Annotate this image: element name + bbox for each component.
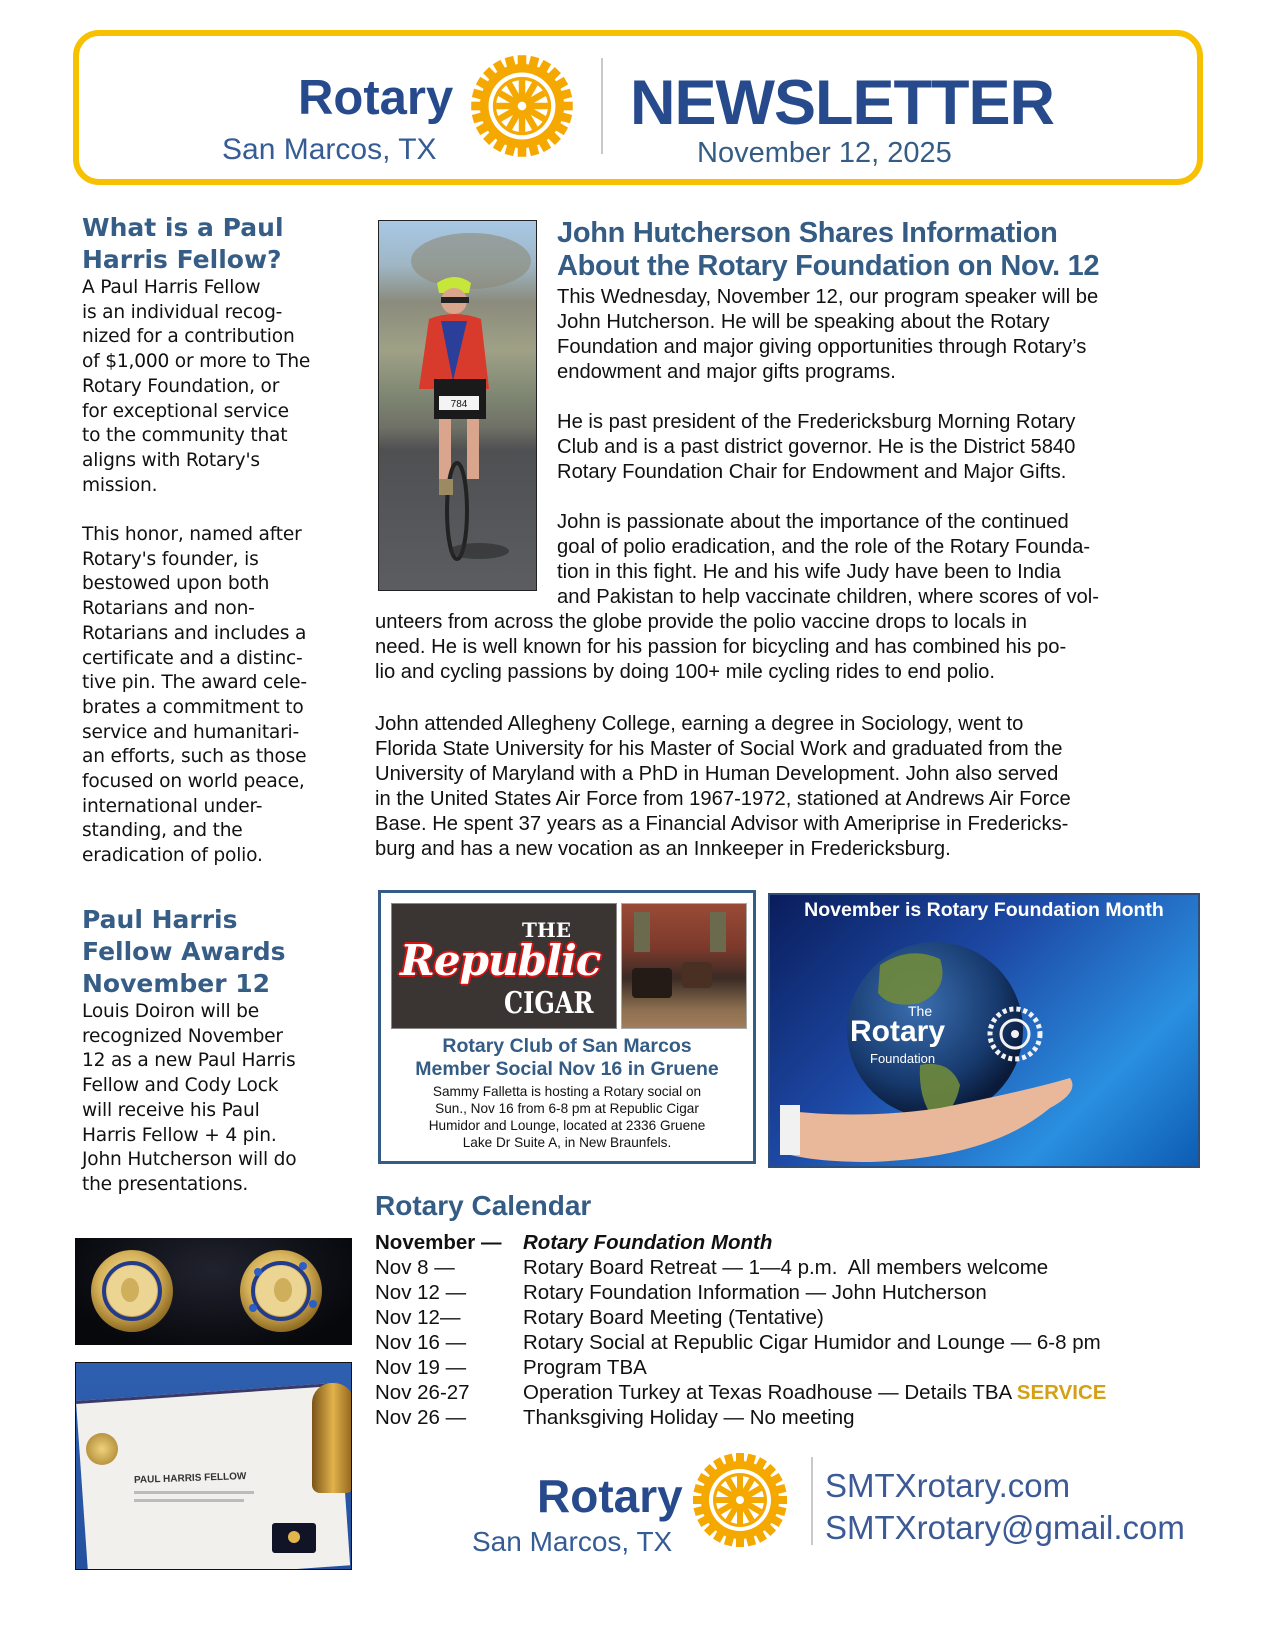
- footer-divider: [811, 1457, 813, 1545]
- article-paragraph: He is past president of the Fredericksburg Morning Rotary Club and is a past district governor. He is the District 5840 Rotary Foundation Chair for Endowment and Major Gifts.: [557, 411, 1076, 483]
- calendar-event: [523, 1255, 1048, 1280]
- calendar-event-text: Rotary Foundation Information — John Hutcherson: [523, 1281, 987, 1304]
- article-paragraph: John attended Allegheny College, earning a degree in Sociology, went to Florida State University for his Master of Social Work and graduated from the University of Maryland with a PhD in Human Development. John also served in the United States Air Force from 1967-1972, stationed at Andrews Air Force Base. He spent 37 years as a Financial Advisor with Ameriprise in Fredericks- burg and has a new vocation as an Innkeeper in Fredericksburg.: [375, 713, 1071, 860]
- foundation-logo-the: The: [908, 1003, 933, 1019]
- calendar-date: Nov 16 —: [375, 1331, 467, 1354]
- logo-the: THE: [522, 918, 572, 942]
- calendar-date: Nov 12 —: [375, 1281, 467, 1304]
- calendar-event: [523, 1380, 1106, 1405]
- republic-cigar-logo: [391, 903, 617, 1029]
- paul-harris-pins-photo: [75, 1238, 352, 1345]
- section-paragraph: A Paul Harris Fellow is an individual recog- nized for a contribution of $1,000 or more to The Rotary Foundation, or for exceptional service to the community that aligns with Rotary's mission.: [82, 277, 311, 496]
- calendar-event: [523, 1280, 987, 1305]
- website-link[interactable]: SMTXrotary.com: [825, 1467, 1071, 1504]
- calendar-event: [523, 1355, 647, 1380]
- email-link[interactable]: SMTXrotary@gmail.com: [825, 1509, 1185, 1546]
- newsletter-title: NEWSLETTER: [630, 68, 1054, 138]
- article-headline: John Hutcherson Shares Information About the Rotary Foundation on Nov. 12: [557, 217, 1100, 282]
- pin-in-box-icon: [288, 1531, 300, 1543]
- event-title: Rotary Club of San Marcos Member Social Nov 16 in Gruene: [415, 1035, 719, 1080]
- footer-logo-city: San Marcos, TX: [472, 1526, 673, 1557]
- calendar-month-label: November —: [375, 1231, 502, 1254]
- calendar-date: Nov 26-27: [375, 1381, 470, 1404]
- calendar-event-text: Thanksgiving Holiday — No meeting: [523, 1406, 855, 1429]
- paul-harris-certificate-photo: [75, 1362, 352, 1570]
- newsletter-date: November 12, 2025: [697, 137, 952, 169]
- rotary-foundation-month-banner: [768, 893, 1200, 1168]
- article-paragraph: unteers from across the globe provide the polio vaccine drops to locals in need. He is well known for his passion for bicycling and has combined his po- lio and cycling passions by doing 100+ mile cycling rides to end polio.: [375, 611, 1067, 683]
- section-paragraph: This honor, named after Rotary's founder, is bestowed upon both Rotarians and non- Rotarians and includes a certificate and a distinc- tive pin. The award cele- brates a commitment to service and humanitari- an efforts, such as those focused on world peace, international under- standing, and the eradication of polio.: [82, 524, 307, 867]
- certificate-line: [134, 1491, 254, 1494]
- calendar-date: Nov 8 —: [375, 1256, 455, 1279]
- section-heading: What is a Paul Harris Fellow?: [82, 213, 284, 274]
- banner-title: November is Rotary Foundation Month: [804, 899, 1164, 921]
- article-paragraph: This Wednesday, November 12, our program speaker will be John Hutcherson. He will be speaking about the Rotary Foundation and major giving opportunities through Rotary’s endowment and major gifts programs.: [557, 286, 1099, 383]
- paul-harris-awards-section: [82, 904, 344, 1198]
- calendar-date: Nov 26 —: [375, 1406, 467, 1429]
- certificate-line: [134, 1499, 244, 1502]
- calendar-date: Nov 12—: [375, 1306, 461, 1329]
- foundation-logo-foundation: Foundation: [870, 1051, 936, 1066]
- calendar-event: [523, 1305, 824, 1330]
- certificate-title: PAUL HARRIS FELLOW: [133, 1471, 247, 1486]
- foundation-logo-rotary: Rotary: [850, 1015, 946, 1048]
- cigar-lounge-photo: [621, 903, 747, 1029]
- logo-republic: Republic: [400, 936, 601, 985]
- section-heading: Paul Harris Fellow Awards November 12: [82, 905, 286, 998]
- footer-rotary-gear-icon: [690, 1450, 790, 1550]
- lounge-window: [710, 912, 726, 952]
- logo-cigar: CIGAR: [504, 986, 594, 1021]
- calendar-month-theme: Rotary Foundation Month: [523, 1231, 773, 1254]
- calendar-event: [523, 1405, 855, 1430]
- header-logo-city: San Marcos, TX: [222, 133, 437, 166]
- header-logo-rotary-wordmark: Rotary: [298, 71, 454, 125]
- globe-in-hand-icon: [770, 895, 1198, 1166]
- calendar-event-text: Rotary Board Meeting (Tentative): [523, 1306, 824, 1329]
- lounge-chair: [632, 968, 672, 998]
- event-description: Sammy Falletta is hosting a Rotary social on Sun., Nov 16 from 6-8 pm at Republic Cigar Humidor and Lounge, located at 2336 Gruene Lake Dr Suite A, in New Braunfels.: [428, 1084, 706, 1150]
- header-divider: [601, 58, 603, 154]
- calendar-date: Nov 19 —: [375, 1356, 467, 1379]
- calendar-event: [523, 1330, 1101, 1355]
- calendar-event-text: Rotary Board Retreat — 1—4 p.m. All members welcome: [523, 1256, 1049, 1279]
- section-paragraph: Louis Doiron will be recognized November 12 as a new Paul Harris Fellow and Cody Lock will receive his Paul Harris Fellow + 4 pin. John Hutcherson will do the presentations.: [82, 1001, 297, 1195]
- rotary-gear-icon: [468, 52, 576, 160]
- bell-trophy: [312, 1383, 352, 1493]
- footer-logo-rotary-wordmark: Rotary: [537, 1470, 683, 1522]
- service-tag: SERVICE: [1016, 1381, 1107, 1404]
- race-bib-number: 784: [450, 399, 468, 410]
- lounge-window: [634, 912, 650, 952]
- calendar-event-text: Rotary Social at Republic Cigar Humidor and Lounge — 6-8 pm: [523, 1331, 1101, 1354]
- lounge-chair: [682, 962, 712, 988]
- paul-harris-fellow-section: [82, 212, 344, 869]
- certificate-seal-icon: [86, 1433, 118, 1465]
- member-social-event-card: [378, 890, 756, 1164]
- cyclist-figure-icon: [379, 221, 536, 590]
- cyclist-photo: [378, 220, 537, 591]
- calendar-event-text: Program TBA: [523, 1356, 647, 1379]
- calendar-event-text: Operation Turkey at Texas Roadhouse — Details TBA: [523, 1381, 1017, 1404]
- article-paragraph: John is passionate about the importance of the continued goal of polio eradication, and the role of the Rotary Founda- tion in this fight. He and his wife Judy have been to India and Pakistan to help vaccinate children, where scores of vol-: [557, 511, 1099, 608]
- pin-medallions-icon: [75, 1238, 352, 1345]
- calendar-heading: Rotary Calendar: [375, 1190, 592, 1221]
